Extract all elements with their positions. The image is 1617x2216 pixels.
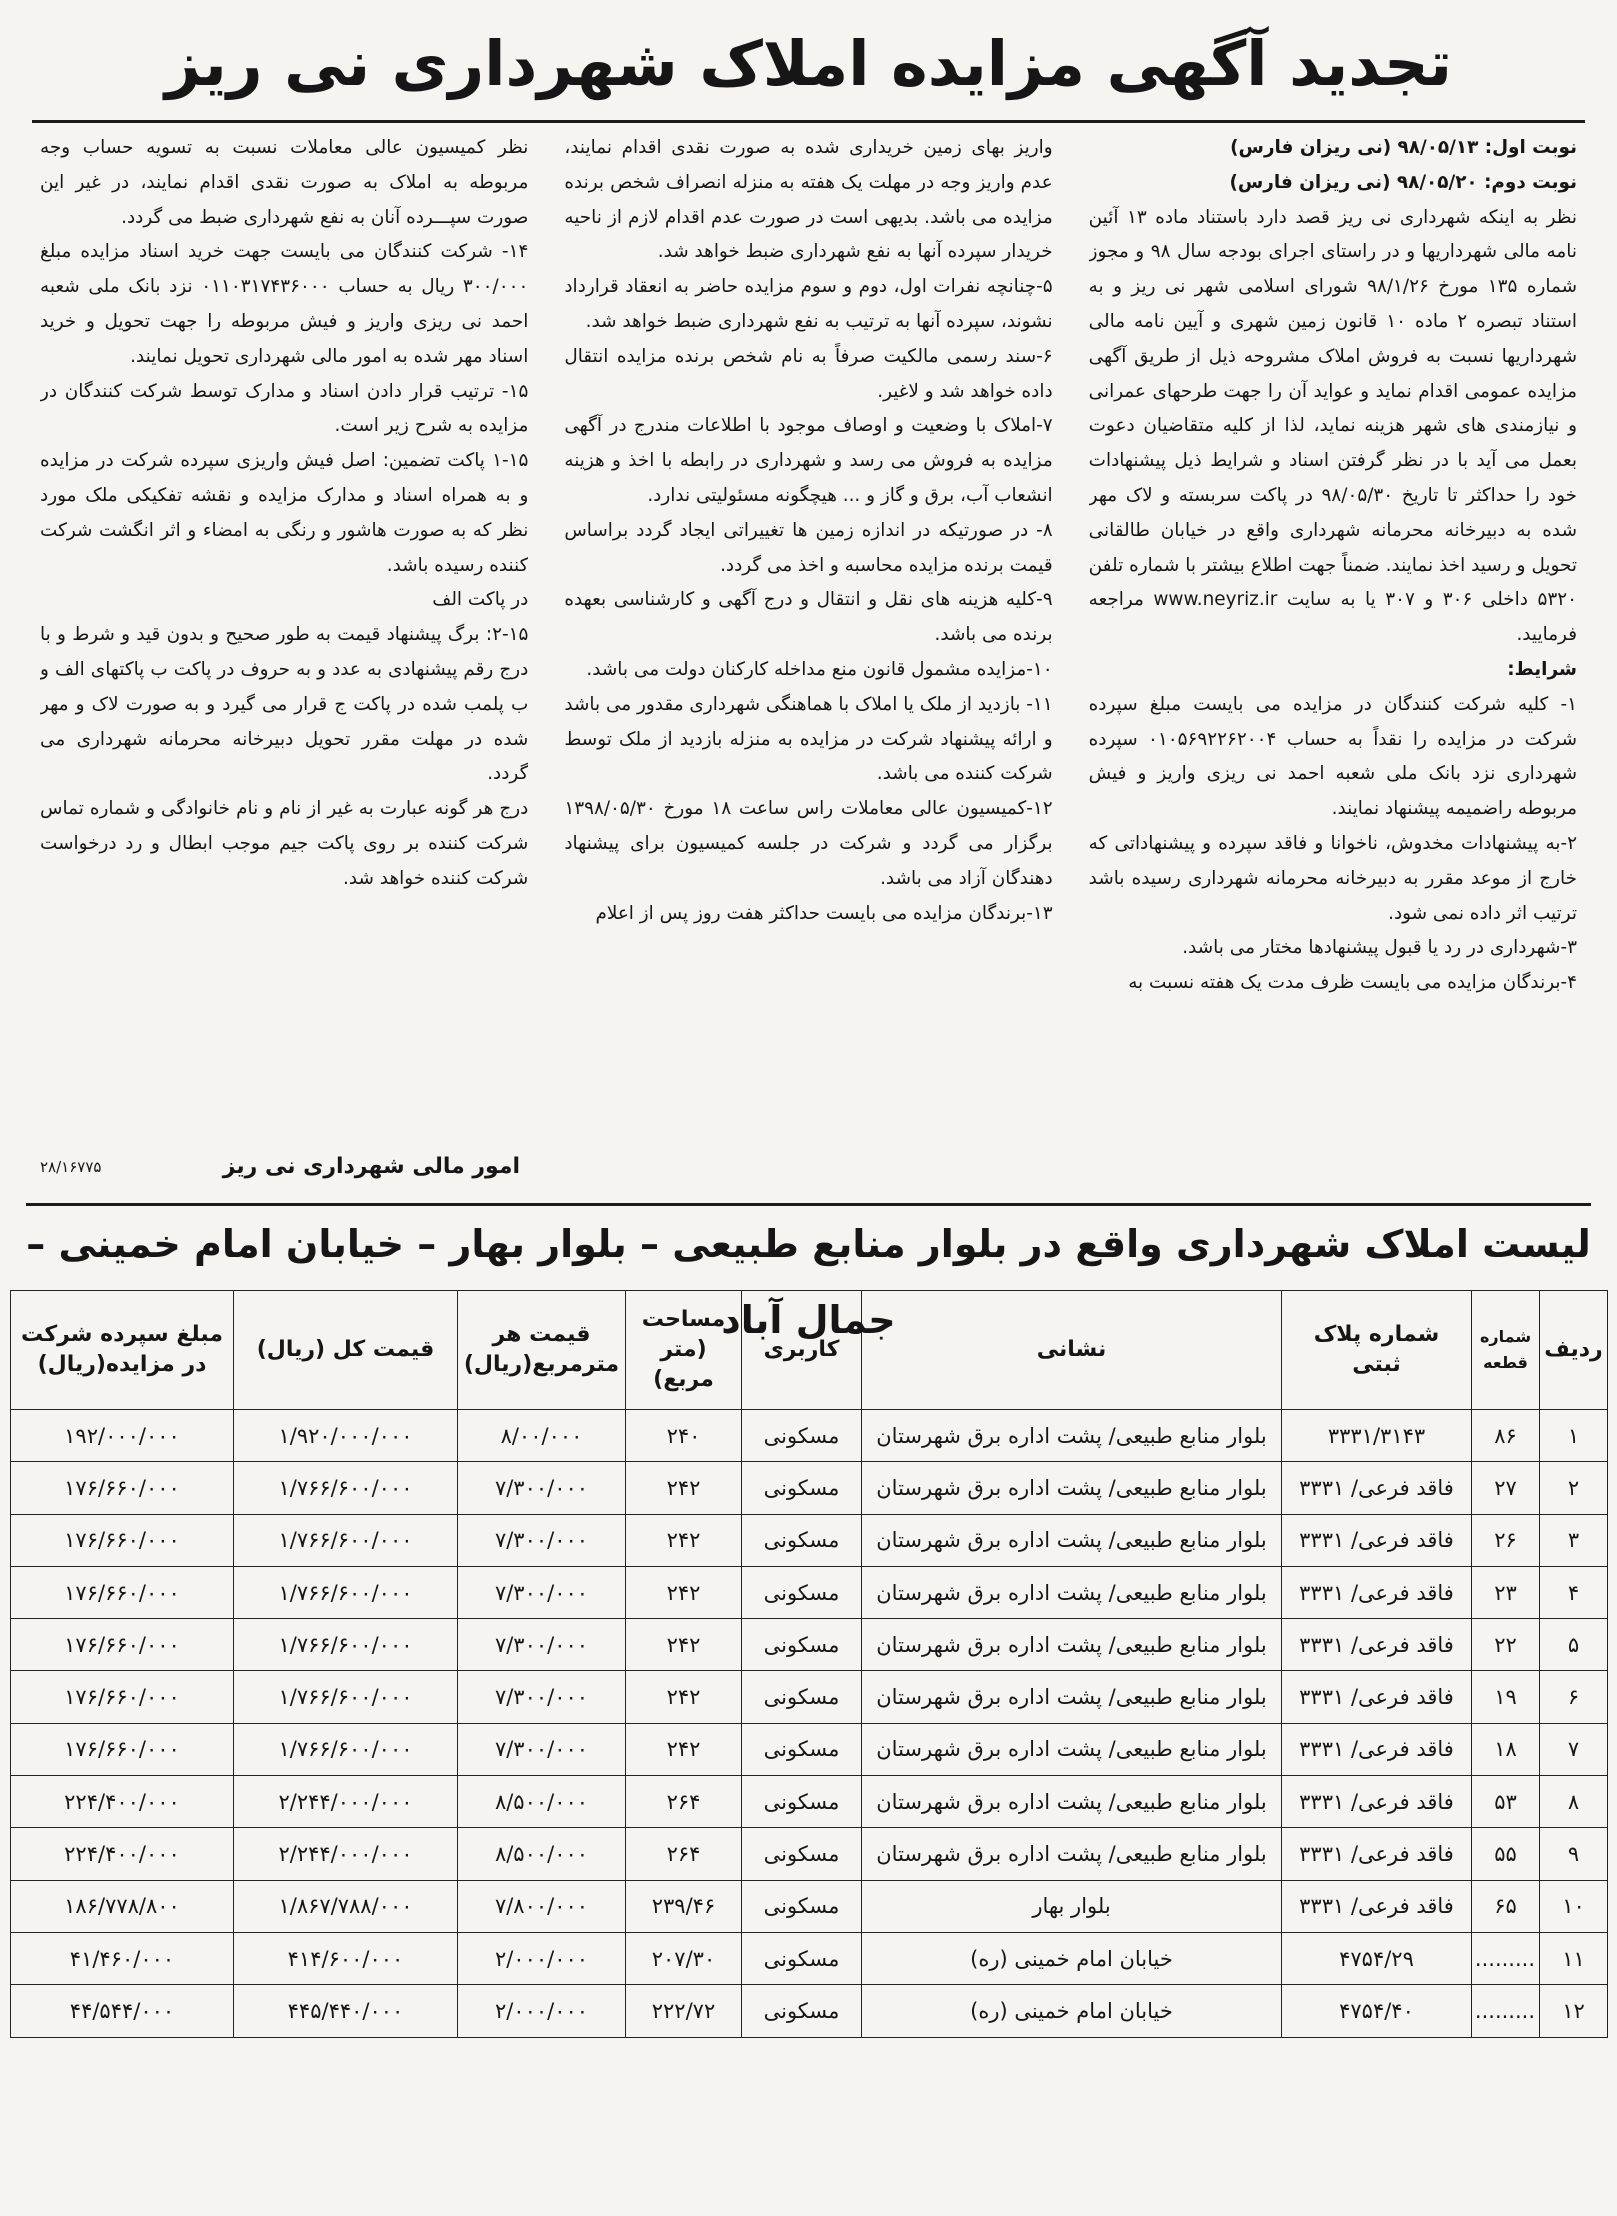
- table-cell: خیابان امام خمینی (ره): [862, 1932, 1282, 1984]
- table-cell: ۲۲۴/۴۰۰/۰۰۰: [11, 1828, 234, 1880]
- table-cell: ۲۲: [1472, 1619, 1540, 1671]
- middle-column: [564, 131, 1052, 1193]
- table-cell: ۱/۷۶۶/۶۰۰/۰۰۰: [234, 1566, 458, 1618]
- table-row: [11, 1828, 1608, 1880]
- table-row: [11, 1514, 1608, 1566]
- column-header: شماره قطعه: [1472, 1291, 1540, 1410]
- table-cell: ۱/۷۶۶/۶۰۰/۰۰۰: [234, 1723, 458, 1775]
- table-cell: مسکونی: [742, 1619, 862, 1671]
- table-cell: بلوار بهار: [862, 1880, 1282, 1932]
- left-paragraph: نظر کمیسیون عالی معاملات نسبت به تسویه حساب وجه مربوطه به املاک به صورت نقدی اقدام نمایند، در غیر این صورت سپـــرده آنان به نفع شهرداری ضبط می گردد.: [40, 137, 529, 228]
- table-cell: مسکونی: [742, 1932, 862, 1984]
- column-header: مبلغ سپرده شرکت در مزایده(ریال): [11, 1291, 234, 1410]
- table-cell: ۱۲: [1540, 1985, 1608, 2037]
- table-cell: ۲۴۲: [626, 1671, 742, 1723]
- table-cell: ۲۶۴: [626, 1828, 742, 1880]
- table-cell: ۱: [1540, 1410, 1608, 1462]
- table-cell: ۲۲۲/۷۲: [626, 1985, 742, 2037]
- table-cell: ۷: [1540, 1723, 1608, 1775]
- table-cell: مسکونی: [742, 1462, 862, 1514]
- table-cell: بلوار منابع طبیعی/ پشت اداره برق شهرستان: [862, 1462, 1282, 1514]
- table-cell: فاقد فرعی/ ۳۳۳۱: [1282, 1880, 1472, 1932]
- table-cell: ۷/۳۰۰/۰۰۰: [458, 1723, 626, 1775]
- table-cell: ۸: [1540, 1776, 1608, 1828]
- middle-paragraph: ۱۳-برندگان مزایده می بایست حداکثر هفت روز پس از اعلام: [595, 902, 1053, 924]
- table-cell: ۱/۹۲۰/۰۰۰/۰۰۰: [234, 1410, 458, 1462]
- column-header: مساحت (متر مربع): [626, 1291, 742, 1410]
- table-cell: مسکونی: [742, 1671, 862, 1723]
- table-cell: ۵۵: [1472, 1828, 1540, 1880]
- table-cell: ۴۱/۴۶۰/۰۰۰: [11, 1932, 234, 1984]
- table-cell: ۸/۵۰۰/۰۰۰: [458, 1776, 626, 1828]
- table-cell: ۱۹۲/۰۰۰/۰۰۰: [11, 1410, 234, 1462]
- table-cell: ۲/۲۴۴/۰۰۰/۰۰۰: [234, 1776, 458, 1828]
- table-cell: ۱۷۶/۶۶۰/۰۰۰: [11, 1462, 234, 1514]
- column-header: نشانی: [862, 1291, 1282, 1410]
- table-cell: ۲۴۰: [626, 1410, 742, 1462]
- middle-paragraph: ۸- در صورتیکه در اندازه زمین ها تغییراتی ایجاد گردد براساس قیمت برنده مزایده محاسبه و اخذ می گردد.: [564, 519, 1053, 576]
- table-cell: ۱۰: [1540, 1880, 1608, 1932]
- table-cell: ۲/۰۰۰/۰۰۰: [458, 1985, 626, 2037]
- table-cell: ۷/۳۰۰/۰۰۰: [458, 1671, 626, 1723]
- table-cell: ۸/۵۰۰/۰۰۰: [458, 1828, 626, 1880]
- table-body: [11, 1410, 1608, 2038]
- table-cell: ۳۳۳۱/۳۱۴۳: [1282, 1410, 1472, 1462]
- table-cell: ۱/۷۶۶/۶۰۰/۰۰۰: [234, 1619, 458, 1671]
- middle-paragraph: ۶-سند رسمی مالکیت صرفاً به نام شخص برنده مزایده انتقال داده خواهد شد و لاغیر.: [564, 345, 1053, 402]
- left-column: [40, 131, 528, 1193]
- right-paragraph: ۱- کلیه شرکت کنندگان در مزایده می بایست مبلغ سپرده شرکت در مزایده را نقداً به حساب ۰۱۰۵۶۹۲۲۶۲۰۰۴ سپرده شهرداری نزد بانک ملی شعبه احمد نی ریزی واریز و فیش مربوطه راضمیمه پیشنهاد نمایند.: [1088, 693, 1577, 820]
- table-cell: بلوار منابع طبیعی/ پشت اداره برق شهرستان: [862, 1619, 1282, 1671]
- table-cell: فاقد فرعی/ ۳۳۳۱: [1282, 1514, 1472, 1566]
- table-cell: ۲: [1540, 1462, 1608, 1514]
- middle-paragraph: ۱۰-مزایده مشمول قانون منع مداخله کارکنان دولت می باشد.: [586, 658, 1053, 680]
- table-cell: ۲۴۲: [626, 1514, 742, 1566]
- table-cell: .........: [1472, 1985, 1540, 2037]
- table-row: [11, 1776, 1608, 1828]
- right-paragraph: نظر به اینکه شهرداری نی ریز قصد دارد باستناد ماده ۱۳ آئین نامه مالی شهرداریها و در راستای اجرای بودجه سال ۹۸ و مجوز شماره ۱۳۵ مورخ ۹۸/۱/۲۶ شورای اسلامی شهر نی ریز و به استناد تبصره ۲ ماده ۱۰ قانون زمین شهری و آیین نامه مالی شهرداریها نسبت به فروش املاک مشروحه ذیل از طریق آگهی مزایده عمومی اقدام نماید و عواید آن را جهت طرحهای عمرانی و نیازمندی های شهر هزینه نماید، لذا از کلیه متقاضیان دعوت بعمل می آید با در نظر گرفتن اسناد و شرایط ذیل پیشنهادات خود را حداکثر تا تاریخ ۹۸/۰۵/۳۰ در پاکت سربسته و لاک مهر شده به دبیرخانه محرمانه شهرداری واقع در خیابان طالقانی تحویل و رسید اخذ نمایند. ضمناً جهت اطلاع بیشتر با شماره تلفن ۵۳۲۰ داخلی ۳۰۶ و ۳۰۷ یا به سایت www.neyriz.ir مراجعه فرمایید.: [1088, 206, 1577, 646]
- table-cell: ۱۸۶/۷۷۸/۸۰۰: [11, 1880, 234, 1932]
- table-cell: بلوار منابع طبیعی/ پشت اداره برق شهرستان: [862, 1410, 1282, 1462]
- table-cell: ۱۷۶/۶۶۰/۰۰۰: [11, 1514, 234, 1566]
- table-cell: بلوار منابع طبیعی/ پشت اداره برق شهرستان: [862, 1828, 1282, 1880]
- table-cell: مسکونی: [742, 1566, 862, 1618]
- table-cell: ۲۴۲: [626, 1462, 742, 1514]
- column-header: قیمت هر مترمربع(ریال): [458, 1291, 626, 1410]
- table-cell: ۹: [1540, 1828, 1608, 1880]
- table-cell: ۵: [1540, 1619, 1608, 1671]
- table-cell: ۷/۳۰۰/۰۰۰: [458, 1514, 626, 1566]
- table-row: [11, 1410, 1608, 1462]
- table-row: [11, 1619, 1608, 1671]
- right-paragraph: ۳-شهرداری در رد یا قبول پیشنهادها مختار می باشد.: [1182, 937, 1577, 959]
- middle-paragraph: ۱۱- بازدید از ملک یا املاک با هماهنگی شهرداری مقدور می باشد و ارائه پیشنهاد شرکت در مزایده به منزله بازدید از ملک توسط شرکت کننده می باشد.: [564, 693, 1053, 785]
- middle-paragraph: ۹-کلیه هزینه های نقل و انتقال و درج آگهی و کارشناسی بعهده برنده می باشد.: [564, 589, 1053, 646]
- table-row: [11, 1462, 1608, 1514]
- table-cell: ۲۶: [1472, 1514, 1540, 1566]
- table-cell: ۳: [1540, 1514, 1608, 1566]
- table-cell: ۵۳: [1472, 1776, 1540, 1828]
- table-cell: مسکونی: [742, 1514, 862, 1566]
- table-cell: فاقد فرعی/ ۳۳۳۱: [1282, 1828, 1472, 1880]
- table-cell: ۴۱۴/۶۰۰/۰۰۰: [234, 1932, 458, 1984]
- table-row: [11, 1671, 1608, 1723]
- table-row: [11, 1566, 1608, 1618]
- table-cell: ۱۷۶/۶۶۰/۰۰۰: [11, 1566, 234, 1618]
- table-cell: فاقد فرعی/ ۳۳۳۱: [1282, 1462, 1472, 1514]
- left-paragraph: ۱۵- ترتیب قرار دادن اسناد و مدارک توسط شرکت کنندگان در مزایده به شرح زیر است.: [40, 380, 529, 437]
- middle-paragraph: ۷-املاک با وضعیت و اوصاف موجود با اطلاعات مندرج در آگهی مزایده به فروش می رسد و شهرداری در رابطه با اخذ و هزینه انشعاب آب، برق و گاز و ... هیچگونه مسئولیتی ندارد.: [564, 415, 1053, 506]
- table-cell: ۱۷۶/۶۶۰/۰۰۰: [11, 1619, 234, 1671]
- table-cell: مسکونی: [742, 1828, 862, 1880]
- table-cell: فاقد فرعی/ ۳۳۳۱: [1282, 1671, 1472, 1723]
- table-cell: مسکونی: [742, 1723, 862, 1775]
- property-table: [10, 1290, 1608, 2038]
- table-cell: ۲۲۴/۴۰۰/۰۰۰: [11, 1776, 234, 1828]
- column-header: کاربری: [742, 1291, 862, 1410]
- table-cell: ۲/۲۴۴/۰۰۰/۰۰۰: [234, 1828, 458, 1880]
- table-cell: ۲۶۴: [626, 1776, 742, 1828]
- table-cell: ۱۸: [1472, 1723, 1540, 1775]
- left-paragraph: ۱-۱۵ پاکت تضمین: اصل فیش واریزی سپرده شرکت در مزایده و به همراه اسناد و مدارک مزایده و نقشه تفکیکی ملک مورد نظر که به صورت هاشور و رنگی به امضاء و اثر انگشت شرکت کننده رسیده باشد.: [40, 450, 529, 576]
- right-column: [1089, 131, 1577, 1193]
- table-cell: ۸۶: [1472, 1410, 1540, 1462]
- table-cell: ۱۱: [1540, 1932, 1608, 1984]
- table-cell: مسکونی: [742, 1880, 862, 1932]
- table-cell: فاقد فرعی/ ۳۳۳۱: [1282, 1723, 1472, 1775]
- middle-paragraph: واریز بهای زمین خریداری شده به صورت نقدی اقدام نمایند، عدم واریز وجه در مهلت یک هفته به منزله انصراف شخص برنده مزایده می باشد. بدیهی است در صورت عدم اقدام لازم از ناحیه خریدار سپرده آنها به نفع شهرداری ضبط خواهد شد.: [564, 137, 1053, 263]
- table-cell: ۶: [1540, 1671, 1608, 1723]
- table-cell: ۴۴۵/۴۴۰/۰۰۰: [234, 1985, 458, 2037]
- table-cell: ۱/۸۶۷/۷۸۸/۰۰۰: [234, 1880, 458, 1932]
- table-cell: بلوار منابع طبیعی/ پشت اداره برق شهرستان: [862, 1723, 1282, 1775]
- column-header: شماره پلاک ثبتی: [1282, 1291, 1472, 1410]
- table-cell: ۱/۷۶۶/۶۰۰/۰۰۰: [234, 1514, 458, 1566]
- table-cell: فاقد فرعی/ ۳۳۳۱: [1282, 1776, 1472, 1828]
- table-cell: مسکونی: [742, 1410, 862, 1462]
- table-cell: ۶۵: [1472, 1880, 1540, 1932]
- ad-body: [10, 123, 1607, 1193]
- table-cell: ۴: [1540, 1566, 1608, 1618]
- table-cell: ۱۷۶/۶۶۰/۰۰۰: [11, 1671, 234, 1723]
- table-row: [11, 1723, 1608, 1775]
- right-paragraph: ۴-برندگان مزایده می بایست ظرف مدت یک هفته نسبت به: [1128, 972, 1577, 994]
- right-paragraph: نوبت اول: ۹۸/۰۵/۱۳ (نی ریزان فارس): [1230, 137, 1577, 158]
- table-cell: ۲۴۲: [626, 1723, 742, 1775]
- table-cell: ۱/۷۶۶/۶۰۰/۰۰۰: [234, 1462, 458, 1514]
- signature: امور مالی شهرداری نی ریز: [222, 1154, 520, 1179]
- middle-paragraph: ۵-چنانچه نفرات اول، دوم و سوم مزایده حاضر به انعقاد قرارداد نشوند، سپرده آنها به ترتیب به نفع شهرداری ضبط خواهد شد.: [564, 276, 1053, 332]
- table-cell: ۲۳۹/۴۶: [626, 1880, 742, 1932]
- table-cell: ۴۷۵۴/۴۰: [1282, 1985, 1472, 2037]
- table-cell: ۷/۳۰۰/۰۰۰: [458, 1619, 626, 1671]
- table-cell: فاقد فرعی/ ۳۳۳۱: [1282, 1619, 1472, 1671]
- table-cell: ۲۴۲: [626, 1619, 742, 1671]
- table-cell: ۲۰۷/۳۰: [626, 1932, 742, 1984]
- table-cell: ۱۹: [1472, 1671, 1540, 1723]
- table-row: [11, 1880, 1608, 1932]
- table-row: [11, 1932, 1608, 1984]
- table-row: [11, 1985, 1608, 2037]
- right-paragraph: نوبت دوم: ۹۸/۰۵/۲۰ (نی ریزان فارس): [1229, 171, 1577, 193]
- table-cell: ۲۷: [1472, 1462, 1540, 1514]
- column-header: ردیف: [1540, 1291, 1608, 1410]
- table-cell: ۷/۳۰۰/۰۰۰: [458, 1462, 626, 1514]
- table-cell: ۴۷۵۴/۲۹: [1282, 1932, 1472, 1984]
- table-cell: ۴۴/۵۴۴/۰۰۰: [11, 1985, 234, 2037]
- left-paragraph: در پاکت الف: [432, 589, 529, 611]
- middle-paragraph: ۱۲-کمیسیون عالی معاملات راس ساعت ۱۸ مورخ ۱۳۹۸/۰۵/۳۰ برگزار می گردد و شرکت در جلسه کمیسیون برای پیشنهاد دهندگان آزاد می باشد.: [564, 798, 1053, 889]
- table-cell: ۷/۸۰۰/۰۰۰: [458, 1880, 626, 1932]
- right-paragraph: ۲-به پیشنهادات مخدوش، ناخوانا و فاقد سپرده و پیشنهاداتی که خارج از موعد مقرر به دبیرخانه محرمانه شهرداری رسیده باشد ترتیب اثر داده نمی شود.: [1088, 832, 1577, 924]
- table-cell: .........: [1472, 1932, 1540, 1984]
- signature-block: [40, 1154, 520, 1179]
- table-cell: مسکونی: [742, 1776, 862, 1828]
- table-cell: بلوار منابع طبیعی/ پشت اداره برق شهرستان: [862, 1671, 1282, 1723]
- right-paragraph: شرایط:: [1507, 658, 1577, 680]
- left-paragraph: ۲-۱۵: برگ پیشنهاد قیمت به طور صحیح و بدون قید و شرط و با درج رقم پیشنهادی به عدد و به حروف در پاکت ب پاکتهای الف و ب پلمب شده در پاکت ج قرار می گیرد و به صورت لاک و مهر شده در مهلت مقرر تحویل دبیرخانه محرمانه شهرداری می گردد.: [40, 624, 529, 785]
- table-cell: بلوار منابع طبیعی/ پشت اداره برق شهرستان: [862, 1776, 1282, 1828]
- table-cell: ۷/۳۰۰/۰۰۰: [458, 1566, 626, 1618]
- table-cell: خیابان امام خمینی (ره): [862, 1985, 1282, 2037]
- column-header: قیمت کل (ریال): [234, 1291, 458, 1410]
- ad-title: تجدید آگهی مزایده املاک شهرداری نی ریز: [164, 27, 1453, 100]
- table-cell: ۲۳: [1472, 1566, 1540, 1618]
- table-cell: بلوار منابع طبیعی/ پشت اداره برق شهرستان: [862, 1566, 1282, 1618]
- table-cell: ۸/۰۰/۰۰۰: [458, 1410, 626, 1462]
- left-paragraph: ۱۴- شرکت کنندگان می بایست جهت خرید اسناد مزایده مبلغ ۳۰۰/۰۰۰ ریال به حساب ۰۱۱۰۳۱۷۴۳۶۰۰۰ نزد بانک ملی شعبه احمد نی ریزی واریز و فیش مربوطه را جهت تحویل و خرید اسناد مهر شده به امور مالی شهرداری تحویل نمایند.: [40, 241, 529, 367]
- reference-number: ۲۸/۱۶۷۷۵: [40, 1157, 102, 1176]
- table-cell: ۲۴۲: [626, 1566, 742, 1618]
- left-paragraph: درج هر گونه عبارت به غیر از نام و نام خانوادگی و شماره تماس شرکت کننده بر روی پاکت جیم موجب ابطال و رد درخواست شرکت کننده خواهد شد.: [40, 798, 529, 889]
- table-title: لیست املاک شهرداری واقع در بلوار منابع طبیعی – بلوار بهار – خیابان امام خمینی – جمال آباد: [26, 1203, 1591, 1290]
- table-cell: مسکونی: [742, 1985, 862, 2037]
- table-cell: ۱۷۶/۶۶۰/۰۰۰: [11, 1723, 234, 1775]
- table-cell: بلوار منابع طبیعی/ پشت اداره برق شهرستان: [862, 1514, 1282, 1566]
- table-cell: ۲/۰۰۰/۰۰۰: [458, 1932, 626, 1984]
- table-cell: ۱/۷۶۶/۶۰۰/۰۰۰: [234, 1671, 458, 1723]
- table-cell: فاقد فرعی/ ۳۳۳۱: [1282, 1566, 1472, 1618]
